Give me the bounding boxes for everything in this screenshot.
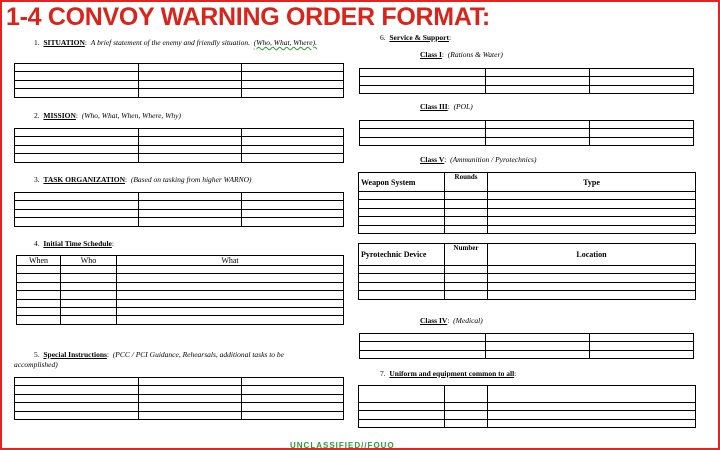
table-row [359,274,696,282]
class3-label: Class III: (POL) [420,102,473,111]
table-row [360,334,694,342]
table-row [15,378,344,386]
table-row [360,342,694,350]
task-organization-table [14,192,344,227]
special-instructions-table [14,377,344,420]
table-row [359,200,696,208]
page-title: 1-4 CONVOY WARNING ORDER FORMAT: [6,3,490,31]
col-header-number: Number [445,244,488,266]
class4-table [359,333,694,359]
uniform-table [358,385,696,428]
table-row [359,411,696,419]
table-row [15,145,344,153]
situation-note: (Who, What, Where). [253,38,317,47]
col-header-who: Who [61,256,117,266]
table-row [17,316,344,324]
table-row [15,403,344,411]
class5-table [358,172,696,234]
table-row [359,225,696,233]
table-row [17,299,344,307]
section-task-organization: 3. TASK ORGANIZATION: (Based on tasking from higher WARNO) [34,175,252,184]
table-row [360,77,694,85]
col-header-rounds: Rounds [445,173,488,192]
table-row [359,291,696,299]
section-time-schedule: 4. Initial Time Schedule: [34,239,114,248]
situation-table [14,63,344,98]
class5-label: Class V: (Ammunition / Pyrotechnics) [420,155,537,164]
section-special-instructions: 5. Special Instructions: (PCC / PCI Guidance, Rehearsals, additional tasks to be [34,350,285,359]
table-row [360,129,694,137]
section-service-support: 6. Service & Support: [380,33,452,42]
table-row [359,192,696,200]
table-row [15,193,344,201]
class1-table [359,68,694,94]
table-row [15,64,344,72]
mission-table [14,128,344,163]
table-row [15,72,344,80]
table-row [360,350,694,358]
class4-label: Class IV: (Medical) [420,316,483,325]
table-row [15,201,344,209]
table-row [359,403,696,411]
table-row [360,121,694,129]
table-row [17,266,344,274]
table-row [359,217,696,225]
table-row [17,307,344,315]
col-header-weapon-system: Weapon System [359,173,445,192]
table-row [360,137,694,145]
table-row [15,209,344,217]
class1-label: Class I: (Rations & Water) [420,50,503,59]
table-header-row [359,173,696,192]
table-header-row [359,244,696,266]
section-uniform: 7. Uniform and equipment common to all: [380,369,517,378]
table-row [15,137,344,145]
col-header-location: Location [488,244,696,266]
table-row [15,218,344,226]
table-row [359,208,696,216]
table-row [15,411,344,419]
table-row [15,394,344,402]
table-row [15,89,344,97]
table-row [15,154,344,162]
table-row [17,282,344,290]
table-header-row [17,256,344,266]
time-schedule-table [16,255,344,325]
section-mission: 2. MISSION: (Who, What, When, Where, Why) [34,111,182,120]
table-row [359,266,696,274]
pyrotechnic-table [358,243,696,300]
table-row [359,419,696,427]
table-row [17,274,344,282]
classification-footer: UNCLASSIFIED//FOUO [290,441,395,450]
special-instructions-cont: accomplished) [14,360,58,369]
table-row [359,386,696,403]
table-row [359,282,696,290]
col-header-pyrotechnic-device: Pyrotechnic Device [359,244,445,266]
table-row [15,386,344,394]
table-row [15,80,344,88]
table-row [17,291,344,299]
section-situation: 1. SITUATION: A brief statement of the enemy and friendly situation. (Who, What, Where). [34,38,317,47]
table-row [15,129,344,137]
table-row [360,85,694,93]
table-row [360,69,694,77]
col-header-type: Type [488,173,696,192]
col-header-what: What [117,256,344,266]
col-header-when: When [17,256,61,266]
class3-table [359,120,694,146]
